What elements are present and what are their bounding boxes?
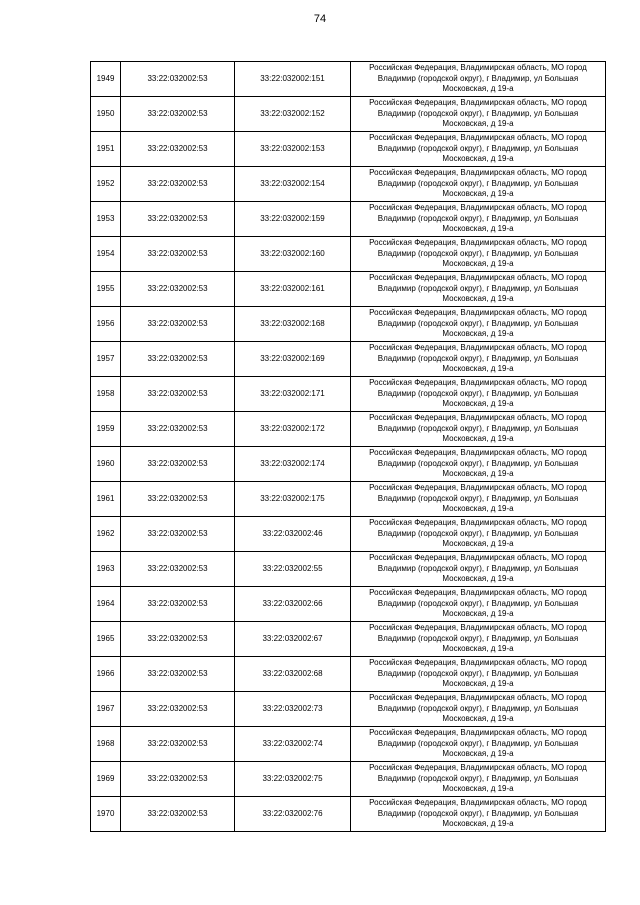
address-cell: Российская Федерация, Владимирская область, МО город Владимир (городской округ), г Владимир, ул Большая Московская, д 19-а <box>351 797 606 832</box>
parent-cadastral-cell: 33:22:032002:53 <box>121 307 235 342</box>
cadastral-number-cell: 33:22:032002:171 <box>235 377 351 412</box>
row-number-cell: 1962 <box>91 517 121 552</box>
row-number-cell: 1960 <box>91 447 121 482</box>
table-row <box>91 587 606 622</box>
address-cell: Российская Федерация, Владимирская область, МО город Владимир (городской округ), г Владимир, ул Большая Московская, д 19-а <box>351 447 606 482</box>
cadastral-number-cell: 33:22:032002:46 <box>235 517 351 552</box>
address-cell: Российская Федерация, Владимирская область, МО город Владимир (городской округ), г Владимир, ул Большая Московская, д 19-а <box>351 622 606 657</box>
table-row <box>91 132 606 167</box>
table-row <box>91 552 606 587</box>
address-cell: Российская Федерация, Владимирская область, МО город Владимир (городской округ), г Владимир, ул Большая Московская, д 19-а <box>351 62 606 97</box>
row-number-cell: 1953 <box>91 202 121 237</box>
parent-cadastral-cell: 33:22:032002:53 <box>121 727 235 762</box>
cadastral-number-cell: 33:22:032002:55 <box>235 552 351 587</box>
row-number-cell: 1949 <box>91 62 121 97</box>
parent-cadastral-cell: 33:22:032002:53 <box>121 97 235 132</box>
table-row <box>91 657 606 692</box>
table-row <box>91 517 606 552</box>
cadastral-number-cell: 33:22:032002:153 <box>235 132 351 167</box>
address-cell: Российская Федерация, Владимирская область, МО город Владимир (городской округ), г Владимир, ул Большая Московская, д 19-а <box>351 377 606 412</box>
parent-cadastral-cell: 33:22:032002:53 <box>121 587 235 622</box>
address-cell: Российская Федерация, Владимирская область, МО город Владимир (городской округ), г Владимир, ул Большая Московская, д 19-а <box>351 307 606 342</box>
parent-cadastral-cell: 33:22:032002:53 <box>121 692 235 727</box>
row-number-cell: 1957 <box>91 342 121 377</box>
table-row <box>91 447 606 482</box>
parent-cadastral-cell: 33:22:032002:53 <box>121 622 235 657</box>
cadastral-number-cell: 33:22:032002:66 <box>235 587 351 622</box>
row-number-cell: 1965 <box>91 622 121 657</box>
parent-cadastral-cell: 33:22:032002:53 <box>121 482 235 517</box>
parent-cadastral-cell: 33:22:032002:53 <box>121 517 235 552</box>
table-row <box>91 307 606 342</box>
parent-cadastral-cell: 33:22:032002:53 <box>121 412 235 447</box>
row-number-cell: 1951 <box>91 132 121 167</box>
registry-table <box>90 61 606 832</box>
cadastral-number-cell: 33:22:032002:160 <box>235 237 351 272</box>
table-row <box>91 692 606 727</box>
address-cell: Российская Федерация, Владимирская область, МО город Владимир (городской округ), г Владимир, ул Большая Московская, д 19-а <box>351 97 606 132</box>
row-number-cell: 1967 <box>91 692 121 727</box>
table-row <box>91 202 606 237</box>
parent-cadastral-cell: 33:22:032002:53 <box>121 342 235 377</box>
parent-cadastral-cell: 33:22:032002:53 <box>121 202 235 237</box>
parent-cadastral-cell: 33:22:032002:53 <box>121 272 235 307</box>
cadastral-number-cell: 33:22:032002:67 <box>235 622 351 657</box>
row-number-cell: 1950 <box>91 97 121 132</box>
row-number-cell: 1968 <box>91 727 121 762</box>
table-row <box>91 412 606 447</box>
address-cell: Российская Федерация, Владимирская область, МО город Владимир (городской округ), г Владимир, ул Большая Московская, д 19-а <box>351 727 606 762</box>
address-cell: Российская Федерация, Владимирская область, МО город Владимир (городской округ), г Владимир, ул Большая Московская, д 19-а <box>351 412 606 447</box>
address-cell: Российская Федерация, Владимирская область, МО город Владимир (городской округ), г Владимир, ул Большая Московская, д 19-а <box>351 657 606 692</box>
row-number-cell: 1963 <box>91 552 121 587</box>
parent-cadastral-cell: 33:22:032002:53 <box>121 132 235 167</box>
table-row <box>91 797 606 832</box>
cadastral-number-cell: 33:22:032002:172 <box>235 412 351 447</box>
parent-cadastral-cell: 33:22:032002:53 <box>121 377 235 412</box>
table-row <box>91 727 606 762</box>
row-number-cell: 1969 <box>91 762 121 797</box>
address-cell: Российская Федерация, Владимирская область, МО город Владимир (городской округ), г Владимир, ул Большая Московская, д 19-а <box>351 692 606 727</box>
cadastral-number-cell: 33:22:032002:154 <box>235 167 351 202</box>
address-cell: Российская Федерация, Владимирская область, МО город Владимир (городской округ), г Владимир, ул Большая Московская, д 19-а <box>351 342 606 377</box>
table-row <box>91 762 606 797</box>
table-row <box>91 237 606 272</box>
row-number-cell: 1955 <box>91 272 121 307</box>
table-row <box>91 622 606 657</box>
cadastral-number-cell: 33:22:032002:68 <box>235 657 351 692</box>
address-cell: Российская Федерация, Владимирская область, МО город Владимир (городской округ), г Владимир, ул Большая Московская, д 19-а <box>351 517 606 552</box>
registry-table-body <box>91 62 606 832</box>
cadastral-number-cell: 33:22:032002:74 <box>235 727 351 762</box>
parent-cadastral-cell: 33:22:032002:53 <box>121 62 235 97</box>
table-row <box>91 167 606 202</box>
cadastral-number-cell: 33:22:032002:73 <box>235 692 351 727</box>
cadastral-number-cell: 33:22:032002:174 <box>235 447 351 482</box>
cadastral-number-cell: 33:22:032002:75 <box>235 762 351 797</box>
address-cell: Российская Федерация, Владимирская область, МО город Владимир (городской округ), г Владимир, ул Большая Московская, д 19-а <box>351 202 606 237</box>
address-cell: Российская Федерация, Владимирская область, МО город Владимир (городской округ), г Владимир, ул Большая Московская, д 19-а <box>351 167 606 202</box>
address-cell: Российская Федерация, Владимирская область, МО город Владимир (городской округ), г Владимир, ул Большая Московская, д 19-а <box>351 272 606 307</box>
row-number-cell: 1956 <box>91 307 121 342</box>
table-row <box>91 482 606 517</box>
row-number-cell: 1958 <box>91 377 121 412</box>
cadastral-number-cell: 33:22:032002:151 <box>235 62 351 97</box>
cadastral-number-cell: 33:22:032002:161 <box>235 272 351 307</box>
address-cell: Российская Федерация, Владимирская область, МО город Владимир (городской округ), г Владимир, ул Большая Московская, д 19-а <box>351 762 606 797</box>
row-number-cell: 1970 <box>91 797 121 832</box>
parent-cadastral-cell: 33:22:032002:53 <box>121 797 235 832</box>
parent-cadastral-cell: 33:22:032002:53 <box>121 657 235 692</box>
table-row <box>91 377 606 412</box>
address-cell: Российская Федерация, Владимирская область, МО город Владимир (городской округ), г Владимир, ул Большая Московская, д 19-а <box>351 552 606 587</box>
parent-cadastral-cell: 33:22:032002:53 <box>121 447 235 482</box>
row-number-cell: 1952 <box>91 167 121 202</box>
cadastral-number-cell: 33:22:032002:152 <box>235 97 351 132</box>
cadastral-number-cell: 33:22:032002:76 <box>235 797 351 832</box>
cadastral-number-cell: 33:22:032002:169 <box>235 342 351 377</box>
table-row <box>91 272 606 307</box>
cadastral-number-cell: 33:22:032002:159 <box>235 202 351 237</box>
parent-cadastral-cell: 33:22:032002:53 <box>121 167 235 202</box>
page-number: 74 <box>313 13 327 25</box>
parent-cadastral-cell: 33:22:032002:53 <box>121 552 235 587</box>
table-row <box>91 342 606 377</box>
cadastral-number-cell: 33:22:032002:168 <box>235 307 351 342</box>
table-row <box>91 97 606 132</box>
row-number-cell: 1954 <box>91 237 121 272</box>
address-cell: Российская Федерация, Владимирская область, МО город Владимир (городской округ), г Владимир, ул Большая Московская, д 19-а <box>351 482 606 517</box>
cadastral-number-cell: 33:22:032002:175 <box>235 482 351 517</box>
row-number-cell: 1959 <box>91 412 121 447</box>
address-cell: Российская Федерация, Владимирская область, МО город Владимир (городской округ), г Владимир, ул Большая Московская, д 19-а <box>351 587 606 622</box>
table-row <box>91 62 606 97</box>
parent-cadastral-cell: 33:22:032002:53 <box>121 237 235 272</box>
row-number-cell: 1964 <box>91 587 121 622</box>
address-cell: Российская Федерация, Владимирская область, МО город Владимир (городской округ), г Владимир, ул Большая Московская, д 19-а <box>351 237 606 272</box>
parent-cadastral-cell: 33:22:032002:53 <box>121 762 235 797</box>
row-number-cell: 1966 <box>91 657 121 692</box>
address-cell: Российская Федерация, Владимирская область, МО город Владимир (городской округ), г Владимир, ул Большая Московская, д 19-а <box>351 132 606 167</box>
row-number-cell: 1961 <box>91 482 121 517</box>
